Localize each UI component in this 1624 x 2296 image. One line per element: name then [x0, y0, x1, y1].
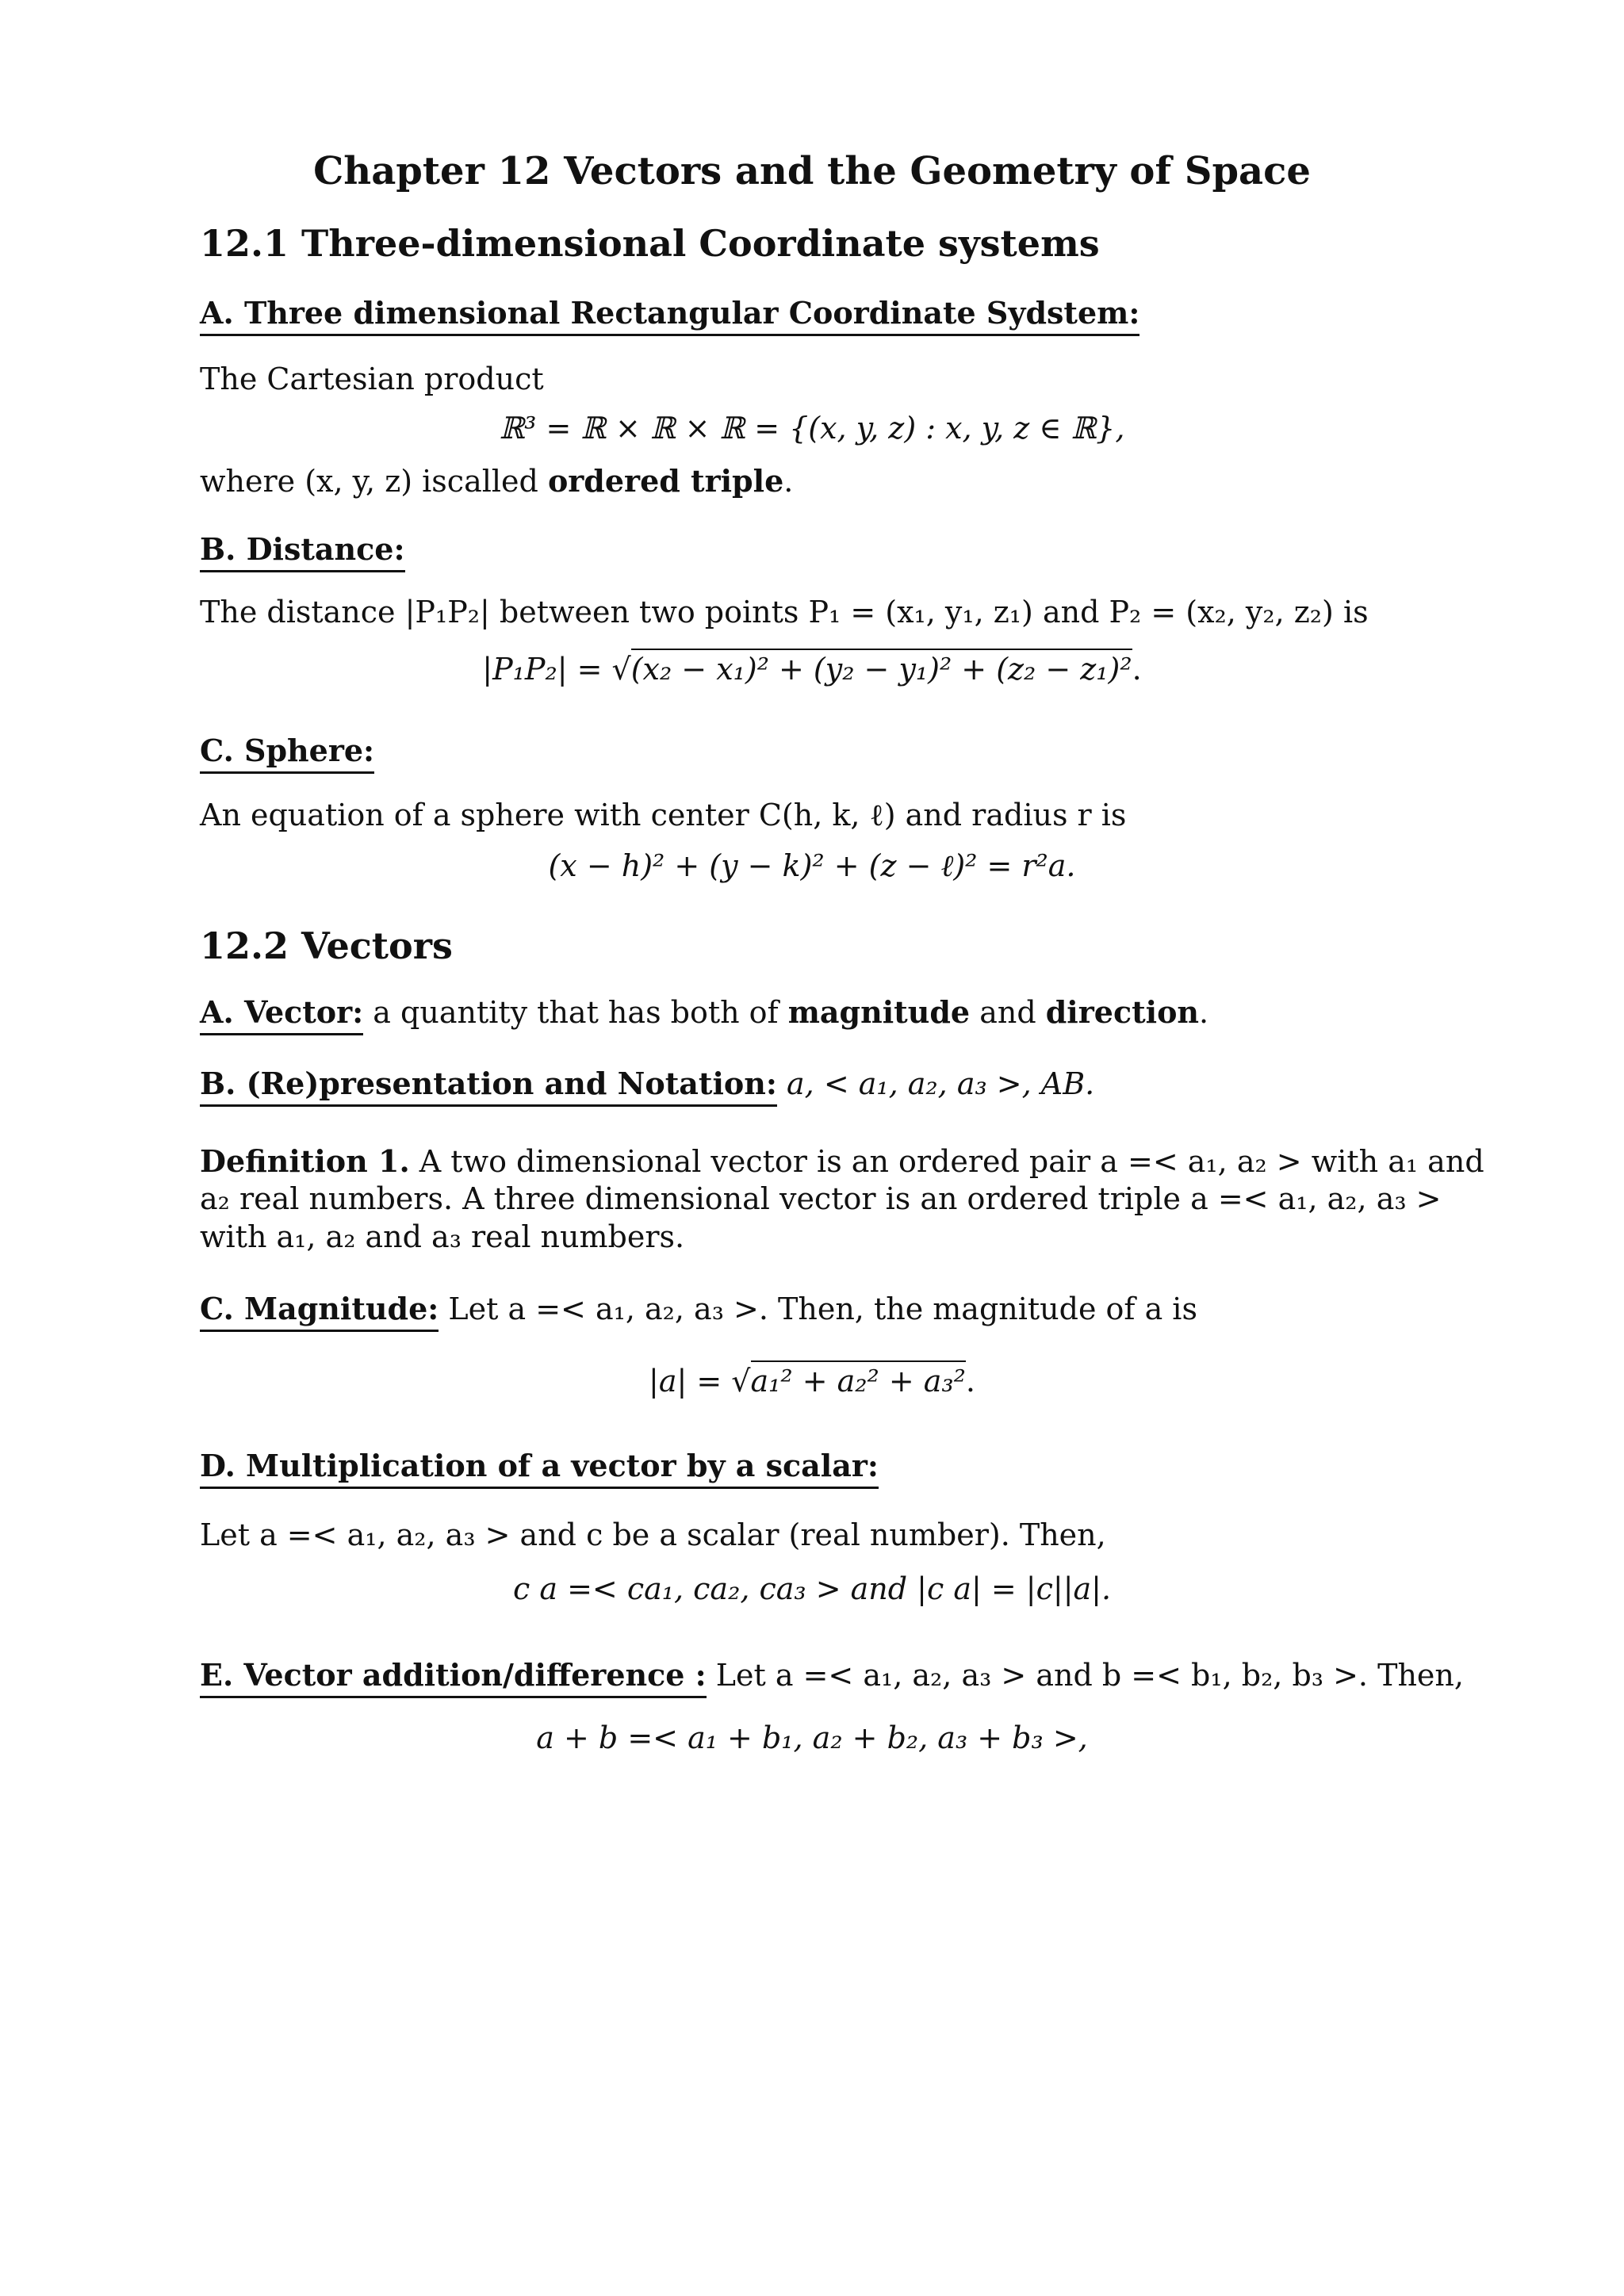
ordered-triple-post: .	[783, 464, 794, 499]
distance-formula	[0, 649, 1624, 687]
ordered-triple-text	[200, 463, 793, 499]
magnitude-formula-lhs: |a| = √	[649, 1364, 751, 1399]
sphere-text: An equation of a sphere with center C(h, k, ℓ) and radius r is	[200, 798, 1127, 832]
sphere-formula	[0, 848, 1624, 884]
vector-definition-line	[200, 994, 1208, 1030]
distance-formula-lhs: |P₁P₂| = √	[482, 652, 631, 687]
definition-text-1: A two dimensional vector is an ordered pair a =< a₁, a₂ > with a₁ and	[419, 1144, 1484, 1179]
magnitude-formula	[0, 1360, 1624, 1399]
notation-text: a, < a₁, a₂, a₃ >, AB.	[776, 1066, 1095, 1101]
subheading-scalar-multiplication: D. Multiplication of a vector by a scalar:	[200, 1448, 879, 1489]
distance-text: The distance |P₁P₂| between two points P₁ = (x₁, y₁, z₁) and P₂ = (x₂, y₂, z₂) is	[200, 595, 1369, 629]
magnitude-formula-radicand: a₁² + a₂² + a₃²	[751, 1360, 966, 1399]
subheading-sphere: C. Sphere:	[200, 733, 374, 774]
vector-term-magnitude: magnitude	[787, 994, 971, 1030]
definition-line-1	[200, 1143, 1484, 1179]
addition-text: Let a =< a₁, a₂, a₃ > and b =< b₁, b₂, b₃ >. Then,	[706, 1658, 1464, 1693]
section-heading-12-1: 12.1 Three-dimensional Coordinate systems	[200, 222, 1100, 265]
subheading-distance: B. Distance:	[200, 531, 405, 572]
section-heading-12-2: 12.2 Vectors	[200, 924, 453, 967]
cartesian-formula	[0, 411, 1624, 446]
subheading-coordinate-system: A. Three dimensional Rectangular Coordinate Sydstem:	[200, 295, 1139, 336]
scalar-formula	[0, 1571, 1624, 1606]
addition-line	[200, 1657, 1464, 1693]
subheading-magnitude: C. Magnitude:	[200, 1291, 439, 1332]
magnitude-line	[200, 1291, 1197, 1326]
vector-text-mid: and	[970, 995, 1046, 1030]
subheading-notation: B. (Re)presentation and Notation:	[200, 1066, 777, 1107]
addition-formula	[0, 1720, 1624, 1755]
vector-term-direction: direction	[1045, 994, 1200, 1030]
distance-formula-radicand: (x₂ − x₁)² + (y₂ − y₁)² + (z₂ − z₁)²	[631, 649, 1132, 687]
ordered-triple-term: ordered triple	[547, 463, 784, 499]
scalar-formula-text: c a =< ca₁, ca₂, ca₃ > and |c a| = |c||a|.	[512, 1571, 1112, 1606]
vector-text-pre: a quantity that has both of	[363, 995, 788, 1030]
definition-line-2: a₂ real numbers. A three dimensional vector is an ordered triple a =< a₁, a₂, a₃ >	[200, 1181, 1442, 1216]
magnitude-formula-end: .	[965, 1364, 975, 1399]
ordered-triple-pre: where (x, y, z) iscalled	[200, 464, 548, 499]
vector-text-end: .	[1199, 995, 1209, 1030]
sphere-formula-text: (x − h)² + (y − k)² + (z − ℓ)² = r²a.	[548, 848, 1076, 883]
definition-line-3: with a₁, a₂ and a₃ real numbers.	[200, 1219, 685, 1254]
scalar-text: Let a =< a₁, a₂, a₃ > and c be a scalar (real number). Then,	[200, 1517, 1106, 1552]
cartesian-text: The Cartesian product	[200, 362, 544, 396]
addition-formula-text: a + b =< a₁ + b₁, a₂ + b₂, a₃ + b₃ >,	[536, 1720, 1088, 1755]
cartesian-formula-text: ℝ³ = ℝ × ℝ × ℝ = {(x, y, z) : x, y, z ∈ ℝ},	[499, 411, 1125, 446]
definition-label: Definition 1.	[200, 1143, 410, 1179]
subheading-vector: A. Vector:	[200, 994, 363, 1035]
subheading-vector-addition: E. Vector addition/difference :	[200, 1657, 707, 1698]
chapter-title: Chapter 12 Vectors and the Geometry of Space	[313, 149, 1311, 193]
distance-formula-end: .	[1132, 652, 1142, 687]
magnitude-text: Let a =< a₁, a₂, a₃ >. Then, the magnitude of a is	[439, 1292, 1197, 1326]
notation-line	[200, 1066, 1094, 1101]
